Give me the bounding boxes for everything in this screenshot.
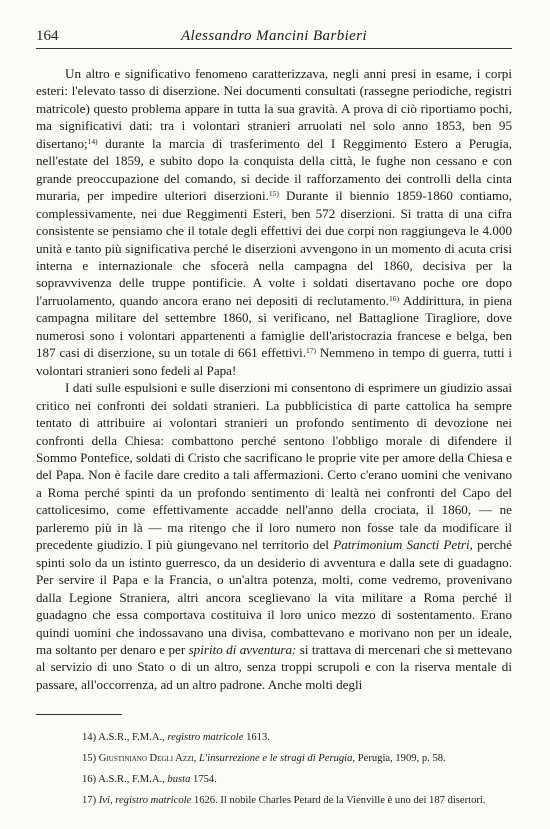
- footnote-15: [36, 748, 512, 769]
- footnote-text: A.S.R., F.M.A.,: [98, 732, 168, 743]
- text-run: si trattava di mercenari che si mettevano al servizio di uno Stato o di un altro, senza troppi scrupoli e con la riserva mentale di passare, all'occorrenza, ad un altro padrone. Anche molti degli: [36, 641, 512, 692]
- footnote-separator: [36, 714, 122, 715]
- text-run: durante la marcia di trasferimento del I Reggimento Estero a Perugia, nell'estate del 1859, e subito dopo la conquista della città, le fughe non cessano e con grande preoccupazione del comando, si decide il rafforzamento dei controlli della cinta muraria, per impedire ulteriori diserzioni.: [36, 135, 512, 204]
- footnote-text: Perugia, 1909, p. 58.: [355, 753, 446, 764]
- footnote-text: 1754.: [190, 774, 217, 785]
- running-title: Alessandro Mancini Barbieri: [180, 28, 368, 44]
- footnote-14: [36, 727, 512, 748]
- paragraph-2: [36, 379, 512, 693]
- footnote-ref-17[interactable]: 17): [305, 346, 316, 356]
- footnote-marker: 17): [82, 795, 97, 806]
- footnote-text: 1613.: [243, 732, 270, 743]
- footnote-marker: 15): [82, 753, 97, 764]
- text-run: Durante il biennio 1859-1860 contiamo, complessivamente, nei due Reggimenti Esteri, ben 572 diserzioni. Si tratta di una cifra consistente se pensiamo che il totale degli effettivi dei due corpi non raggiungeva le 4.000 unità e tanto più significativa perché le diserzioni avvengono in un momento di acuta crisi interna e internazionale che sfocerà nella campagna del 1860, decisiva per la sopravvivenza delle truppe pontificie. A volte i soldati disertavano poche ore dopo l'arruolamento, quando ancora erano nei depositi di reclutamento.: [36, 188, 513, 308]
- footnote-author: Giustiniano Degli Azzi,: [98, 753, 197, 764]
- italic-phrase: Patrimonium Sancti Petri,: [333, 537, 473, 553]
- footnote-marker: 16): [82, 774, 97, 785]
- footnote-italic: L'insurrezione e le stragi di Perugia,: [196, 753, 356, 764]
- footnote-marker: 14): [82, 732, 97, 743]
- footnote-ref-16[interactable]: 16): [388, 293, 399, 303]
- footnote-16: [36, 769, 512, 790]
- footnotes: [36, 727, 512, 811]
- footnote-17: [36, 790, 512, 811]
- page-number: 164: [36, 28, 59, 44]
- footnote-text: A.S.R., F.M.A.,: [98, 774, 168, 785]
- footnote-italic: Ivi, registro matricole: [98, 795, 192, 806]
- text-run: Addirittura, in piena campagna militare del settembre 1860, si verificano, nel Battaglione Tiragliore, dove numerosi sono i volontari appartenenti a famiglie dell'aristocrazia francese e belga, ben 187 casi di diserzione, su un totale di 661 effettivi.: [36, 292, 513, 361]
- footnote-ref-15[interactable]: 15): [268, 189, 279, 199]
- footnote-italic: registro matricole: [167, 732, 244, 743]
- paragraph-1: [36, 65, 512, 379]
- text-run: I dati sulle espulsioni e sulle diserzioni mi consentono di esprimere un giudizio assai critico nei confronti dei soldati stranieri. La pubblicistica di parte cattolica ha sempre tentato di attribuire ai volontari stranieri un profondo sentimento di devozione nei confronti della Chiesa: combattono perché sentono l'obbligo morale di difendere il Sommo Pontefice, soldati di Cristo che sacrificano le proprie vite per amore della Chiesa e del Papa. Non è facile dare credito a tali affermazioni. Certo c'erano uomini che venivano a Roma perché spinti da un profondo sentimento di lealtà nei confronti del Capo del cattolicesimo, come effettivamente accadde nell'anno della crociata, il 1860, — ne parleremo più in là — ma ritengo che il loro numero non fosse tale da modificare il precedente giudizio. I più giungevano nel territorio del: [36, 380, 512, 553]
- text-run: Un altro e significativo fenomeno caratterizzava, negli anni presi in esame, i corpi esteri: l'elevato tasso di diserzione. Nei documenti consultati (rassegne periodiche, registri matricole) questo problema appare in tutta la sua gravità. A prova di ciò riportiamo pochi, ma significativi dati: tra i volontari stranieri arruolati nel solo anno 1853, ben 95 disertano;: [36, 66, 512, 151]
- footnote-text: 1626. Il nobile Charles Petard de la Vienville è uno dei 187 disertori.: [191, 795, 486, 806]
- footnote-italic: busta: [167, 774, 191, 785]
- main-text: [36, 65, 512, 693]
- running-header: [36, 26, 512, 49]
- text-run: perché spinti solo da un istinto guerresco, da un desiderio di avventura e dalla sete di guadagno. Per servire il Papa e la Francia, o un'altra potenza, molti, come vedremo, provenivano dalla Legione Straniera, altri ancora sceglievano la vita militare a Roma perché il guadagno che essa comportava costituiva il loro unico mezzo di sostentamento. Erano quindi uomini che indossavano una divisa, combattevano e morivano non per un ideale, ma soltanto per denaro e per: [36, 537, 512, 657]
- footnote-ref-14[interactable]: 14): [87, 136, 98, 146]
- italic-phrase: spirito di avventura:: [188, 641, 297, 657]
- text-run: Nemmeno in tempo di guerra, tutti i volontari stranieri sono fedeli al Papa!: [36, 345, 512, 378]
